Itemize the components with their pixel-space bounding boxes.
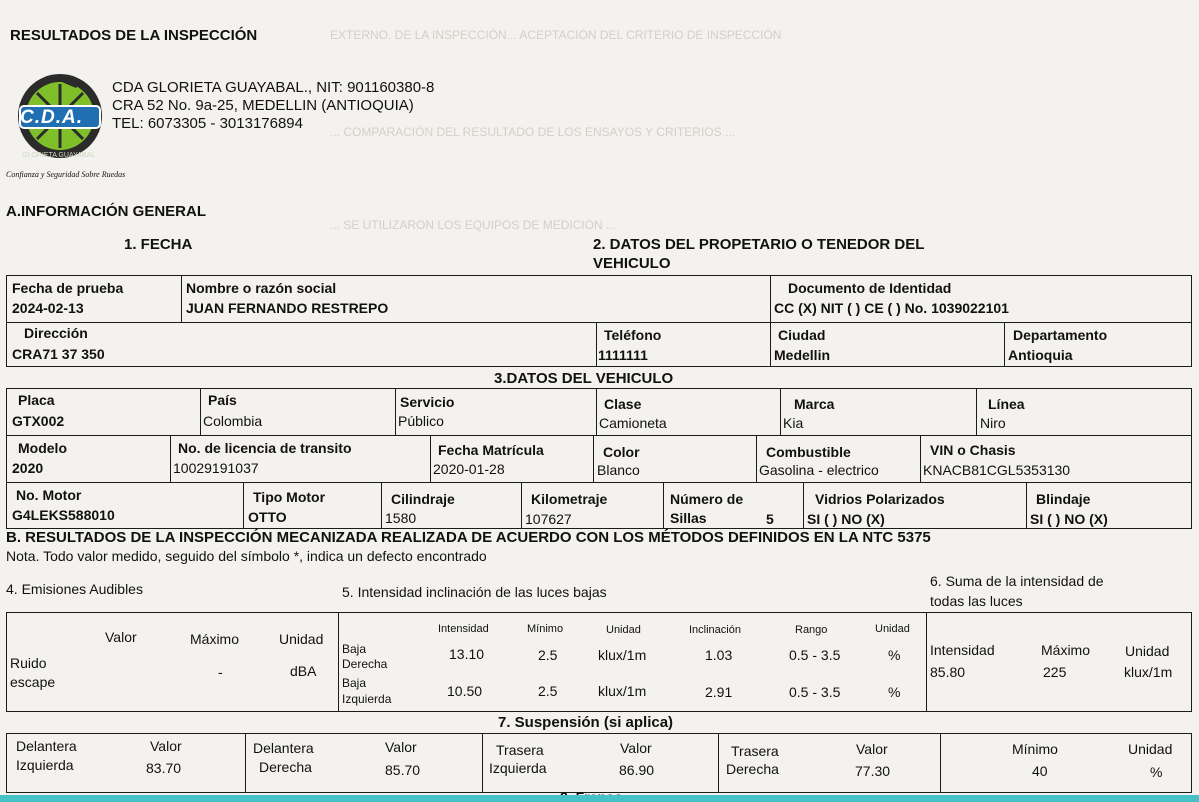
telefono-label: Teléfono	[604, 327, 662, 343]
company-name: CDA GLORIETA GUAYABAL., NIT: 901160380-8	[112, 79, 435, 96]
clase-label: Clase	[604, 396, 642, 412]
direccion-value: CRA71 37 350	[12, 346, 105, 362]
sillas-value: 5	[766, 511, 774, 527]
fecha-prueba-label: Fecha de prueba	[12, 280, 124, 296]
combustible-value: Gasolina - electrico	[759, 462, 879, 478]
bleed-through-text: EXTERNO. DE LA INSPECCIÓN... ACEPTACIÓN DEL CRITERIO DE INSPECCIÓN	[330, 28, 782, 42]
blindaje-label: Blindaje	[1036, 491, 1091, 507]
susp-del-der-label-1: Delantera	[253, 740, 314, 756]
departamento-value: Antioquia	[1008, 347, 1073, 363]
susp-del-izq-label-1: Delantera	[16, 738, 77, 754]
susp-del-der-valor-label: Valor	[385, 739, 417, 755]
combustible-label: Combustible	[766, 444, 851, 460]
luces-rango-header: Rango	[795, 624, 828, 636]
susp-tras-izq-label-2: Izquierda	[489, 760, 547, 776]
linea-label: Línea	[988, 396, 1025, 412]
suma-maximo-value: 225	[1043, 664, 1067, 680]
ruido-label-1: Ruido	[10, 655, 47, 671]
bleed-through-text: ... COMPARACIÓN DEL RESULTADO DE LOS ENSAYOS Y CRITERIOS ...	[330, 125, 735, 139]
susp-tras-izq-label-1: Trasera	[496, 742, 544, 758]
licencia-label: No. de licencia de transito	[178, 440, 352, 456]
susp-tras-der-value: 77.30	[855, 763, 891, 779]
suspension-heading: 7. Suspensión (si aplica)	[498, 714, 674, 731]
logo-slogan: Confianza y Seguridad Sobre Ruedas	[6, 170, 126, 179]
vidrios-label: Vidrios Polarizados	[815, 491, 945, 507]
emisiones-heading: 4. Emisiones Audibles	[6, 581, 143, 597]
vehicle-heading: 3.DATOS DEL VEHICULO	[494, 370, 674, 387]
luces-unidad-header: Unidad	[606, 624, 641, 636]
fecha-heading: 1. FECHA	[124, 236, 193, 253]
direccion-label: Dirección	[24, 325, 88, 341]
susp-del-der-label-2: Derecha	[259, 759, 312, 775]
servicio-label: Servicio	[400, 394, 455, 410]
luz-izquierda-minimo: 2.5	[538, 683, 558, 699]
ciudad-value: Medellin	[774, 347, 831, 363]
nombre-value: JUAN FERNANDO RESTREPO	[186, 300, 389, 316]
luz-derecha-pct: %	[888, 647, 901, 663]
sillas-label-1: Número de	[670, 491, 744, 507]
documento-value: CC (X) NIT ( ) CE ( ) No. 1039022101	[774, 300, 1009, 316]
susp-tras-izq-value: 86.90	[619, 762, 655, 778]
departamento-label: Departamento	[1013, 327, 1108, 343]
vidrios-value: SI ( ) NO (X)	[807, 511, 885, 527]
tipo-motor-label: Tipo Motor	[253, 489, 326, 505]
susp-tras-izq-valor-label: Valor	[620, 740, 652, 756]
suma-intensidad-value: 85.80	[930, 664, 966, 680]
luz-derecha-minimo: 2.5	[538, 647, 558, 663]
blindaje-value: SI ( ) NO (X)	[1030, 511, 1108, 527]
section-a-title: A.INFORMACIÓN GENERAL	[6, 203, 206, 220]
luz-izquierda-unidad: klux/1m	[598, 683, 647, 699]
bleed-through-text: ... SE UTILIZARON LOS EQUIPOS DE MEDICIÓN ...	[330, 218, 617, 232]
susp-del-izq-label-2: Izquierda	[16, 757, 74, 773]
luces-heading: 5. Intensidad inclinación de las luces bajas	[342, 584, 607, 600]
ruido-unidad-header: Unidad	[279, 631, 324, 647]
logo-caption: GLORIETA GUAYABAL	[22, 152, 96, 159]
susp-tras-der-label-1: Trasera	[731, 743, 779, 759]
marca-value: Kia	[783, 415, 804, 431]
company-address: CRA 52 No. 9a-25, MEDELLIN (ANTIOQUIA)	[112, 97, 414, 114]
luces-minimo-header: Mínimo	[527, 623, 564, 635]
modelo-value: 2020	[12, 460, 44, 476]
color-label: Color	[603, 444, 640, 460]
telefono-value: 1111111	[598, 347, 648, 363]
luz-derecha-rango: 0.5 - 3.5	[789, 647, 841, 663]
pais-label: País	[208, 392, 237, 408]
susp-tras-der-valor-label: Valor	[856, 741, 888, 757]
servicio-value: Público	[398, 413, 444, 429]
susp-unidad-value: %	[1150, 764, 1163, 780]
linea-value: Niro	[980, 415, 1006, 431]
ruido-label-2: escape	[10, 674, 56, 690]
fecha-matricula-value: 2020-01-28	[433, 461, 505, 477]
pais-value: Colombia	[203, 413, 263, 429]
luz-derecha-unidad: klux/1m	[598, 647, 647, 663]
placa-value: GTX002	[12, 413, 65, 429]
tipo-motor-value: OTTO	[248, 509, 287, 525]
susp-unidad-label: Unidad	[1128, 741, 1173, 757]
section-b-note: Nota. Todo valor medido, seguido del símbolo *, indica un defecto encontrado	[6, 548, 487, 564]
luz-derecha-label-1: Baja	[342, 642, 367, 656]
logo-lettering: C.D.A.	[20, 107, 83, 128]
susp-del-izq-value: 83.70	[146, 760, 182, 776]
nombre-label: Nombre o razón social	[186, 280, 337, 296]
clase-value: Camioneta	[599, 415, 667, 431]
suma-maximo-header: Máximo	[1041, 642, 1091, 658]
marca-label: Marca	[794, 396, 835, 412]
luz-izquierda-intensidad: 10.50	[447, 683, 483, 699]
section-b-title: B. RESULTADOS DE LA INSPECCIÓN MECANIZADA REALIZADA DE ACUERDO CON LOS MÉTODOS DEFINIDOS EN LA NTC 5375	[6, 529, 931, 546]
kilometraje-label: Kilometraje	[531, 491, 608, 507]
sillas-label-2: Sillas	[670, 510, 707, 526]
suma-heading-2: todas las luces	[930, 593, 1023, 609]
vin-value: KNACB81CGL5353130	[923, 462, 1071, 478]
owner-heading-1: 2. DATOS DEL PROPETARIO O TENEDOR DEL	[593, 236, 925, 253]
suma-unidad-value: klux/1m	[1124, 664, 1173, 680]
ruido-valor-header: Valor	[105, 629, 137, 645]
luz-izquierda-rango: 0.5 - 3.5	[789, 684, 841, 700]
color-value: Blanco	[597, 462, 640, 478]
luz-derecha-intensidad: 13.10	[449, 646, 485, 662]
susp-minimo-label: Mínimo	[1012, 741, 1058, 757]
cilindraje-value: 1580	[385, 510, 417, 526]
owner-heading-2: VEHICULO	[593, 255, 671, 272]
susp-del-der-value: 85.70	[385, 762, 421, 778]
luces-inclinacion-header: Inclinación	[689, 624, 741, 636]
luz-izquierda-label-2: Izquierda	[342, 692, 392, 706]
motor-value: G4LEKS588010	[12, 507, 115, 523]
luces-unidad2-header: Unidad	[875, 623, 910, 635]
motor-label: No. Motor	[16, 487, 82, 503]
fecha-matricula-label: Fecha Matrícula	[438, 442, 544, 458]
luz-derecha-inclinacion: 1.03	[705, 647, 733, 663]
modelo-label: Modelo	[18, 440, 67, 456]
luz-izquierda-label-1: Baja	[342, 676, 367, 690]
ruido-maximo-value: -	[218, 664, 223, 680]
suma-heading-1: 6. Suma de la intensidad de	[930, 573, 1104, 589]
ruido-maximo-header: Máximo	[190, 631, 240, 647]
licencia-value: 10029191037	[173, 460, 259, 476]
ruido-unidad-value: dBA	[290, 663, 317, 679]
bottom-accent-bar	[0, 795, 1199, 802]
report-title: RESULTADOS DE LA INSPECCIÓN	[10, 27, 258, 44]
susp-del-izq-valor-label: Valor	[150, 738, 182, 754]
kilometraje-value: 107627	[525, 511, 572, 527]
fecha-prueba-value: 2024-02-13	[12, 300, 84, 316]
luz-izquierda-inclinacion: 2.91	[705, 684, 733, 700]
ciudad-label: Ciudad	[778, 327, 826, 343]
cilindraje-label: Cilindraje	[391, 491, 455, 507]
susp-tras-der-label-2: Derecha	[726, 761, 779, 777]
luz-izquierda-pct: %	[888, 684, 901, 700]
susp-minimo-value: 40	[1032, 763, 1048, 779]
suma-unidad-header: Unidad	[1125, 643, 1170, 659]
luz-derecha-label-2: Derecha	[342, 657, 388, 671]
placa-label: Placa	[18, 392, 55, 408]
documento-label: Documento de Identidad	[788, 280, 952, 296]
suma-intensidad-header: Intensidad	[930, 642, 995, 658]
vin-label: VIN o Chasis	[930, 442, 1016, 458]
luces-intensidad-header: Intensidad	[438, 623, 489, 635]
company-phone: TEL: 6073305 - 3013176894	[112, 115, 303, 132]
